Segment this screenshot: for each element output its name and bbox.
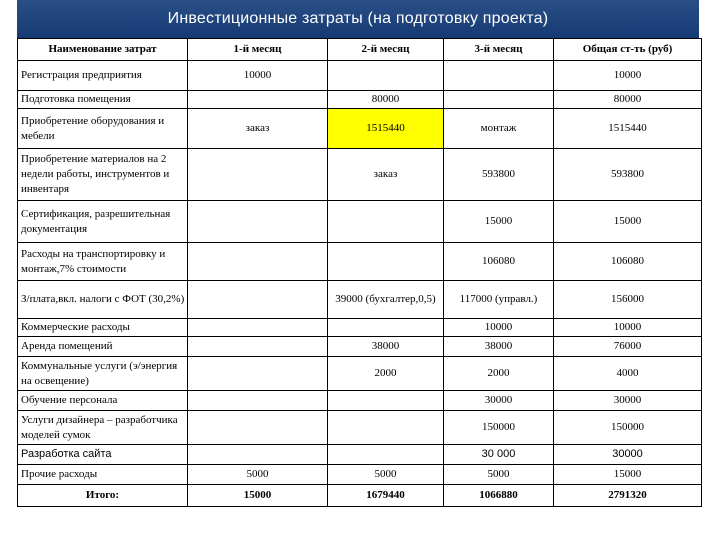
table-row xyxy=(18,201,702,243)
row-total: 150000 xyxy=(554,411,702,445)
row-total: 80000 xyxy=(554,91,702,109)
highlighted-cell: 1515440 xyxy=(328,109,444,149)
table-row xyxy=(18,357,702,391)
row-m1 xyxy=(188,281,328,319)
row-m3: 593800 xyxy=(444,149,554,201)
row-m3: 30000 xyxy=(444,391,554,411)
row-m1 xyxy=(188,337,328,357)
row-total: 106080 xyxy=(554,243,702,281)
row-m3: 150000 xyxy=(444,411,554,445)
row-total: 10000 xyxy=(554,319,702,337)
row-m2 xyxy=(328,445,444,465)
totals-total: 2791320 xyxy=(554,485,702,507)
row-name: Подготовка помещения xyxy=(18,91,188,109)
totals-m3: 1066880 xyxy=(444,485,554,507)
row-name: Услуги дизайнера – разработчика моделей сумок xyxy=(18,411,188,445)
row-total: 76000 xyxy=(554,337,702,357)
row-m1: заказ xyxy=(188,109,328,149)
row-m1: 5000 xyxy=(188,465,328,485)
row-total: 156000 xyxy=(554,281,702,319)
row-m1 xyxy=(188,91,328,109)
header-row xyxy=(18,39,702,61)
row-total: 593800 xyxy=(554,149,702,201)
table-row xyxy=(18,391,702,411)
row-name: Прочие расходы xyxy=(18,465,188,485)
row-m3: 15000 xyxy=(444,201,554,243)
totals-row xyxy=(18,485,702,507)
row-m2 xyxy=(328,319,444,337)
row-name: З/плата,вкл. налоги с ФОТ (30,2%) xyxy=(18,281,188,319)
row-m3: 106080 xyxy=(444,243,554,281)
row-m2 xyxy=(328,61,444,91)
row-total: 15000 xyxy=(554,465,702,485)
row-m2: 80000 xyxy=(328,91,444,109)
row-name: Обучение персонала xyxy=(18,391,188,411)
row-m3: 117000 (управл.) xyxy=(444,281,554,319)
header-month-3: 3-й месяц xyxy=(444,39,554,61)
table-row xyxy=(18,411,702,445)
row-m2: заказ xyxy=(328,149,444,201)
row-m2: 38000 xyxy=(328,337,444,357)
row-m2: 39000 (бухгалтер,0,5) xyxy=(328,281,444,319)
row-m2 xyxy=(328,201,444,243)
header-name: Наименование затрат xyxy=(18,39,188,61)
row-total: 4000 xyxy=(554,357,702,391)
row-total: 30000 xyxy=(554,445,702,465)
table-row xyxy=(18,319,702,337)
table-row xyxy=(18,109,702,149)
row-m3: 30 000 xyxy=(444,445,554,465)
header-month-2: 2-й месяц xyxy=(328,39,444,61)
table-row xyxy=(18,149,702,201)
row-name: Аренда помещений xyxy=(18,337,188,357)
row-name: Расходы на транспортировку и монтаж,7% стоимости xyxy=(18,243,188,281)
row-m1: 10000 xyxy=(188,61,328,91)
row-name: Приобретение материалов на 2 недели работы, инструментов и инвентаря xyxy=(18,149,188,201)
row-name: Регистрация предприятия xyxy=(18,61,188,91)
row-total: 1515440 xyxy=(554,109,702,149)
totals-m1: 15000 xyxy=(188,485,328,507)
totals-m2: 1679440 xyxy=(328,485,444,507)
row-name: Коммерческие расходы xyxy=(18,319,188,337)
investment-costs-table xyxy=(17,38,702,507)
table-row xyxy=(18,465,702,485)
row-m1 xyxy=(188,357,328,391)
table-row xyxy=(18,61,702,91)
row-m3: 10000 xyxy=(444,319,554,337)
table-row xyxy=(18,91,702,109)
row-total: 10000 xyxy=(554,61,702,91)
table-row xyxy=(18,445,702,465)
row-name: Коммунальные услуги (э/энергия на освещение) xyxy=(18,357,188,391)
row-m1 xyxy=(188,411,328,445)
row-m1 xyxy=(188,149,328,201)
row-m3 xyxy=(444,91,554,109)
row-m3: 38000 xyxy=(444,337,554,357)
header-month-1: 1-й месяц xyxy=(188,39,328,61)
row-m1 xyxy=(188,243,328,281)
row-name: Разработка сайта xyxy=(18,445,188,465)
row-total: 15000 xyxy=(554,201,702,243)
table-row xyxy=(18,243,702,281)
row-name: Приобретение оборудования и мебели xyxy=(18,109,188,149)
row-m2 xyxy=(328,243,444,281)
header-total: Общая ст-ть (руб) xyxy=(554,39,702,61)
row-m1 xyxy=(188,391,328,411)
table-row xyxy=(18,281,702,319)
table-row xyxy=(18,337,702,357)
row-m3 xyxy=(444,61,554,91)
row-m2 xyxy=(328,411,444,445)
row-m1 xyxy=(188,201,328,243)
page-title: Инвестиционные затраты (на подготовку проекта) xyxy=(17,0,699,38)
row-name: Сертификация, разрешительная документация xyxy=(18,201,188,243)
totals-label: Итого: xyxy=(18,485,188,507)
row-m3: 5000 xyxy=(444,465,554,485)
row-total: 30000 xyxy=(554,391,702,411)
row-m2 xyxy=(328,391,444,411)
row-m1 xyxy=(188,445,328,465)
row-m2: 2000 xyxy=(328,357,444,391)
row-m3: 2000 xyxy=(444,357,554,391)
row-m1 xyxy=(188,319,328,337)
row-m2: 5000 xyxy=(328,465,444,485)
row-m3: монтаж xyxy=(444,109,554,149)
